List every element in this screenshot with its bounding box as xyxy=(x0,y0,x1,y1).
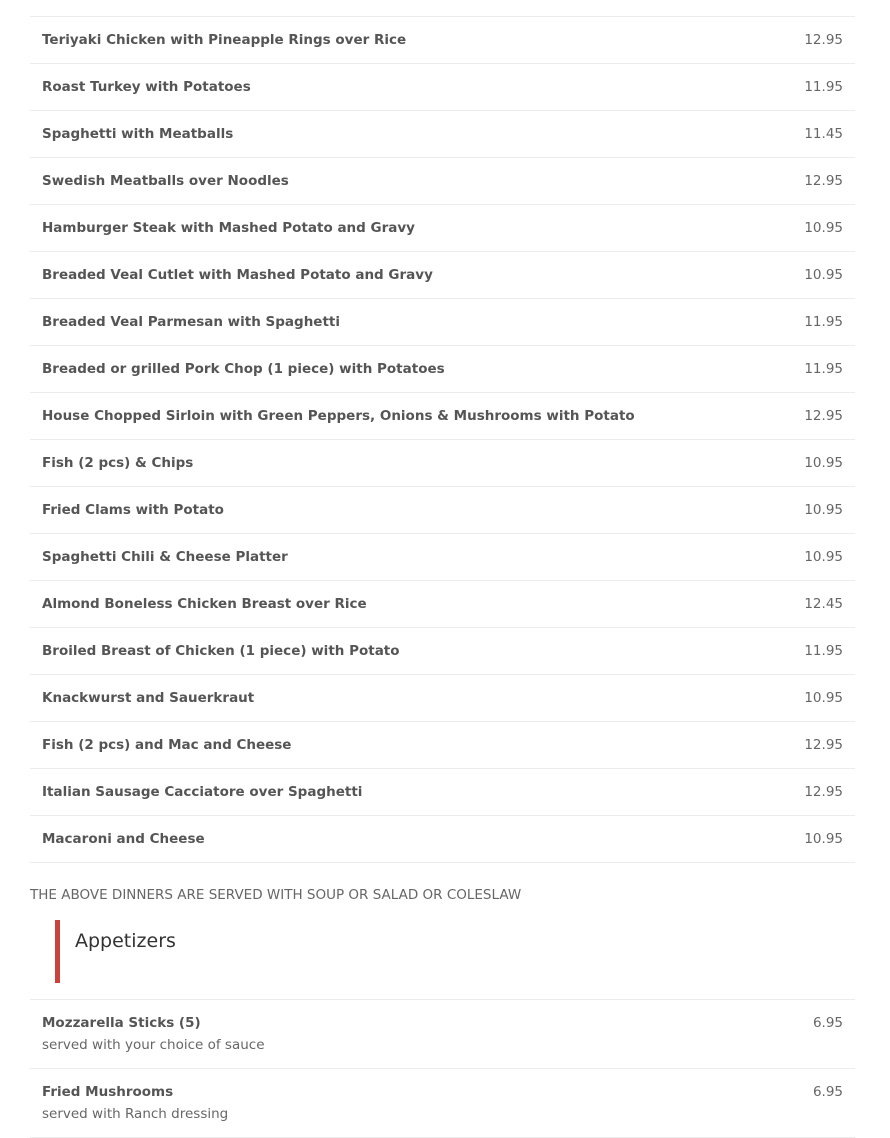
menu-item-name: Fried Clams with Potato xyxy=(42,502,224,518)
menu-item-price: 11.45 xyxy=(804,126,843,142)
menu-item-price: 11.95 xyxy=(804,361,843,377)
menu-item-row xyxy=(30,675,855,722)
menu-item-price: 11.95 xyxy=(804,79,843,95)
menu-item-row xyxy=(30,64,855,111)
section-title: Appetizers xyxy=(75,930,176,952)
appetizer-description: served with your choice of sauce xyxy=(42,1037,265,1053)
menu-item-price: 10.95 xyxy=(804,502,843,518)
menu-item-name: Broiled Breast of Chicken (1 piece) with Potato xyxy=(42,643,400,659)
appetizer-description: served with Ranch dressing xyxy=(42,1106,229,1122)
menu-item-row xyxy=(30,722,855,769)
appetizer-row xyxy=(30,1000,855,1069)
menu-item-price: 11.95 xyxy=(804,314,843,330)
appetizer-name: Fried Mushrooms xyxy=(42,1084,174,1100)
menu-item-price: 12.95 xyxy=(804,784,843,800)
menu-item-price: 10.95 xyxy=(804,267,843,283)
menu-item-row xyxy=(30,628,855,675)
menu-item-name: Hamburger Steak with Mashed Potato and Gravy xyxy=(42,220,415,236)
menu-item-price: 10.95 xyxy=(804,831,843,847)
menu-item-price: 12.95 xyxy=(804,737,843,753)
appetizer-price: 6.95 xyxy=(812,1084,843,1100)
menu-item-row xyxy=(30,299,855,346)
appetizer-info xyxy=(42,1015,265,1053)
menu-item-name: House Chopped Sirloin with Green Peppers, Onions & Mushrooms with Potato xyxy=(42,408,635,424)
menu-item-name: Spaghetti with Meatballs xyxy=(42,126,234,142)
menu-item-row xyxy=(30,252,855,299)
menu-item-price: 12.95 xyxy=(804,408,843,424)
menu-item-row xyxy=(30,205,855,252)
menu-item-row xyxy=(30,158,855,205)
menu-item-row xyxy=(30,0,855,17)
menu-item-name: Swedish Meatballs over Noodles xyxy=(42,173,289,189)
menu-item-name: Italian Sausage Cacciatore over Spaghetti xyxy=(42,784,363,800)
menu-item-row xyxy=(30,393,855,440)
menu-item-row xyxy=(30,346,855,393)
menu-item-row xyxy=(30,581,855,628)
menu-item-row xyxy=(30,17,855,64)
menu-item-row xyxy=(30,111,855,158)
menu-item-row xyxy=(30,816,855,863)
dinner-list xyxy=(30,0,855,863)
appetizer-name: Mozzarella Sticks (5) xyxy=(42,1015,201,1031)
menu-item-name: Knackwurst and Sauerkraut xyxy=(42,690,255,706)
appetizer-price: 6.95 xyxy=(812,1015,843,1031)
appetizer-info xyxy=(42,1084,228,1122)
menu-item-name: Breaded Veal Cutlet with Mashed Potato and Gravy xyxy=(42,267,433,283)
menu-item-price: 12.95 xyxy=(804,32,843,48)
menu-item-row xyxy=(30,534,855,581)
menu-item-name: Breaded or grilled Pork Chop (1 piece) with Potatoes xyxy=(42,361,445,377)
appetizers-section-header xyxy=(55,920,855,983)
menu-item-row xyxy=(30,769,855,816)
menu-item-price: 10.95 xyxy=(804,455,843,471)
menu-item-price: 12.45 xyxy=(804,596,843,612)
menu-item-name: Almond Boneless Chicken Breast over Rice xyxy=(42,596,367,612)
menu-item-name: Roast Turkey with Potatoes xyxy=(42,79,251,95)
menu-item-row xyxy=(30,440,855,487)
menu-item-name: Teriyaki Chicken with Pineapple Rings over Rice xyxy=(42,32,407,48)
menu-item-row xyxy=(30,487,855,534)
menu-item-name: Macaroni and Cheese xyxy=(42,831,205,847)
menu-item-name: Fish (2 pcs) & Chips xyxy=(42,455,194,471)
menu-item-price: 10.95 xyxy=(804,549,843,565)
menu-item-name: Breaded Veal Parmesan with Spaghetti xyxy=(42,314,341,330)
menu-item-price: 10.95 xyxy=(804,220,843,236)
dinners-note: THE ABOVE DINNERS ARE SERVED WITH SOUP OR SALAD OR COLESLAW xyxy=(30,887,522,903)
menu-item-price: 11.95 xyxy=(804,643,843,659)
appetizer-list xyxy=(30,999,855,1138)
menu-item-name: Spaghetti Chili & Cheese Platter xyxy=(42,549,288,565)
menu-item-price: 10.95 xyxy=(804,690,843,706)
menu-content xyxy=(30,0,855,1138)
menu-item-price: 12.95 xyxy=(804,173,843,189)
menu-item-name: Fish (2 pcs) and Mac and Cheese xyxy=(42,737,292,753)
appetizer-row xyxy=(30,1069,855,1138)
